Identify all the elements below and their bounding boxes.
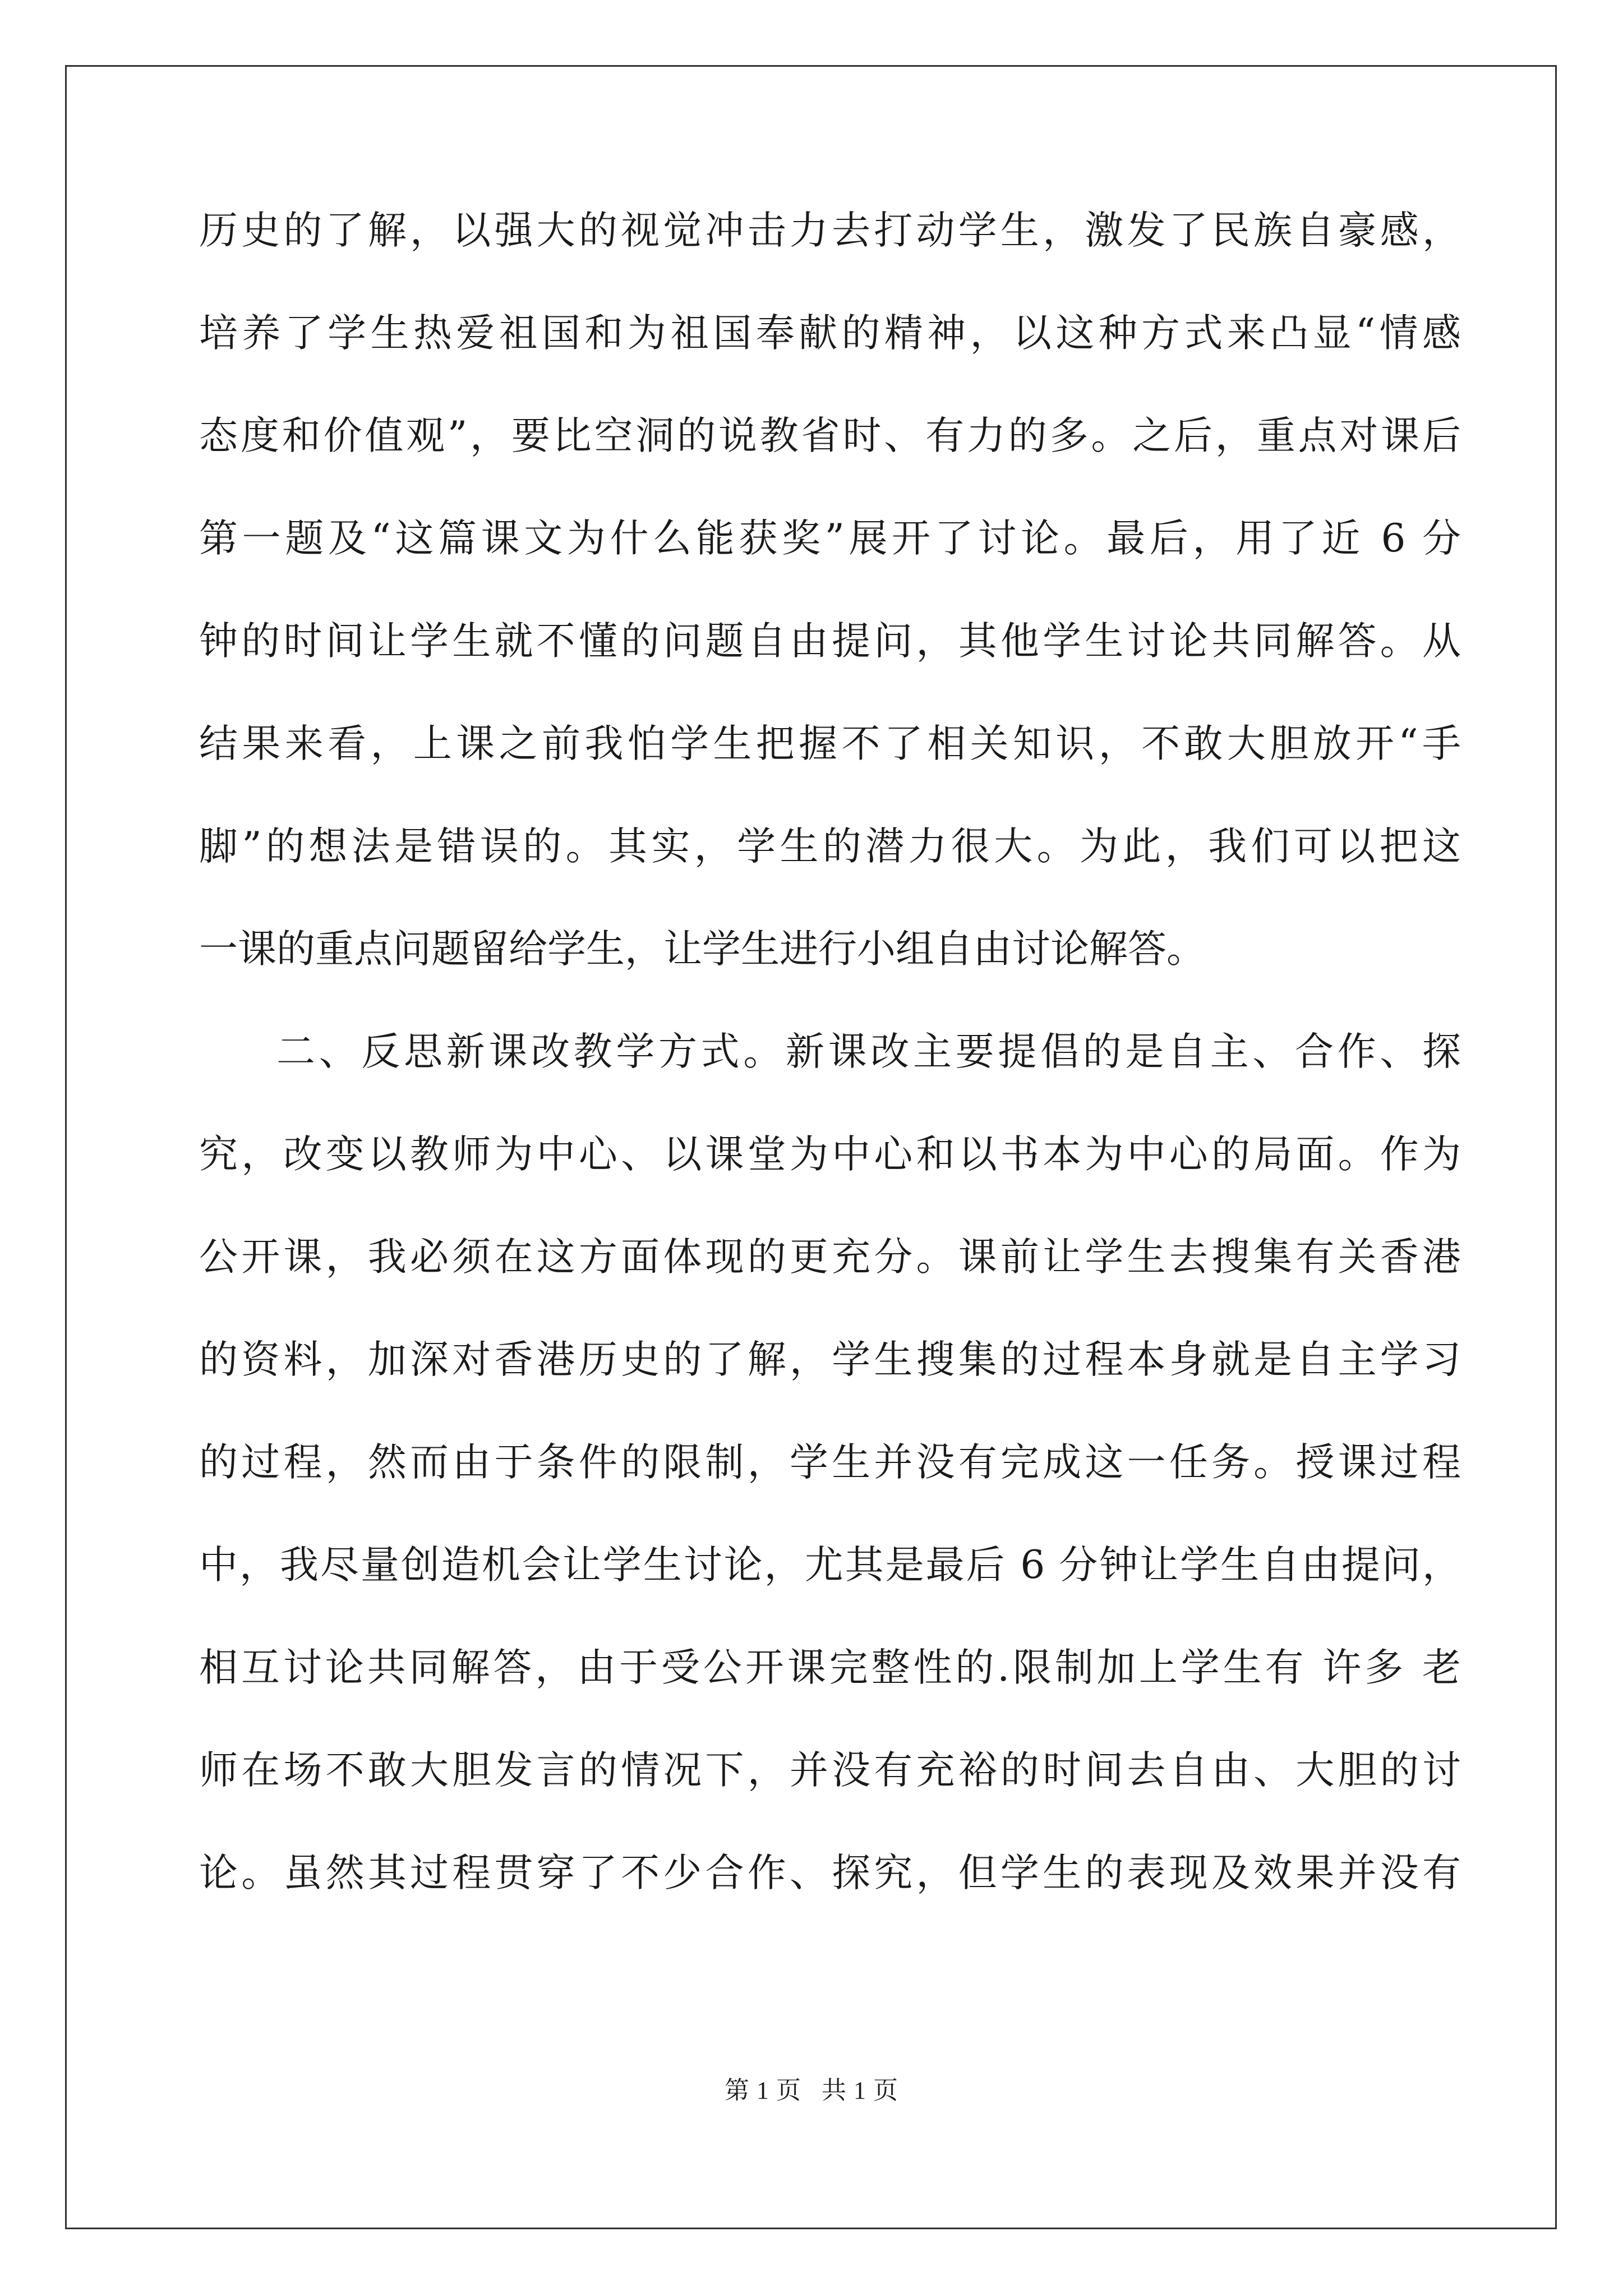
page-total: 共 1 页 bbox=[822, 2077, 898, 2104]
text-line: 论。虽然其过程贯穿了不少合作、探究，但学生的表现及效果并没有 bbox=[199, 1851, 1461, 1895]
text-line: 师在场不敢大胆发言的情况下，并没有充裕的时间去自由、大胆的讨 bbox=[199, 1748, 1461, 1793]
text-line: 培养了学生热爱祖国和为祖国奉献的精神，以这种方式来凸显“情感 bbox=[199, 311, 1461, 356]
text-line: 中，我尽量创造机会让学生讨论，尤其是最后 6 分钟让学生自由提问， bbox=[199, 1543, 1461, 1588]
text-line: 结果来看，上课之前我怕学生把握不了相关知识，不敢大胆放开“手 bbox=[199, 721, 1461, 766]
text-line: 历史的了解，以强大的视觉冲击力去打动学生，激发了民族自豪感， bbox=[199, 208, 1461, 253]
text-line: 脚”的想法是错误的。其实，学生的潜力很大。为此，我们可以把这 bbox=[199, 824, 1461, 869]
text-line: 相互讨论共同解答，由于受公开课完整性的.限制加上学生有 许多 老 bbox=[199, 1645, 1461, 1690]
document-body bbox=[199, 188, 1461, 1934]
text-line: 一课的重点问题留给学生，让学生进行小组自由讨论解答。 bbox=[199, 927, 1205, 972]
text-line: 态度和价值观”，要比空洞的说教省时、有力的多。之后，重点对课后 bbox=[199, 413, 1461, 458]
page-footer bbox=[0, 2070, 1623, 2106]
paragraph-first-line: 二、反思新课改教学方式。新课改主要提倡的是自主、合作、探 bbox=[276, 1029, 1461, 1074]
page-number: 第 1 页 bbox=[725, 2077, 801, 2104]
text-line: 公开课，我必须在这方面体现的更充分。课前让学生去搜集有关香港 bbox=[199, 1235, 1461, 1280]
text-line: 究，改变以教师为中心、以课堂为中心和以书本为中心的局面。作为 bbox=[199, 1132, 1461, 1177]
text-line: 第一题及“这篇课文为什么能获奖”展开了讨论。最后，用了近 6 分 bbox=[199, 516, 1461, 561]
text-line: 钟的时间让学生就不懂的问题自由提问，其他学生讨论共同解答。从 bbox=[199, 619, 1461, 664]
text-line: 的过程，然而由于条件的限制，学生并没有完成这一任务。授课过程 bbox=[199, 1440, 1461, 1485]
text-line: 的资料，加深对香港历史的了解，学生搜集的过程本身就是自主学习 bbox=[199, 1337, 1461, 1382]
